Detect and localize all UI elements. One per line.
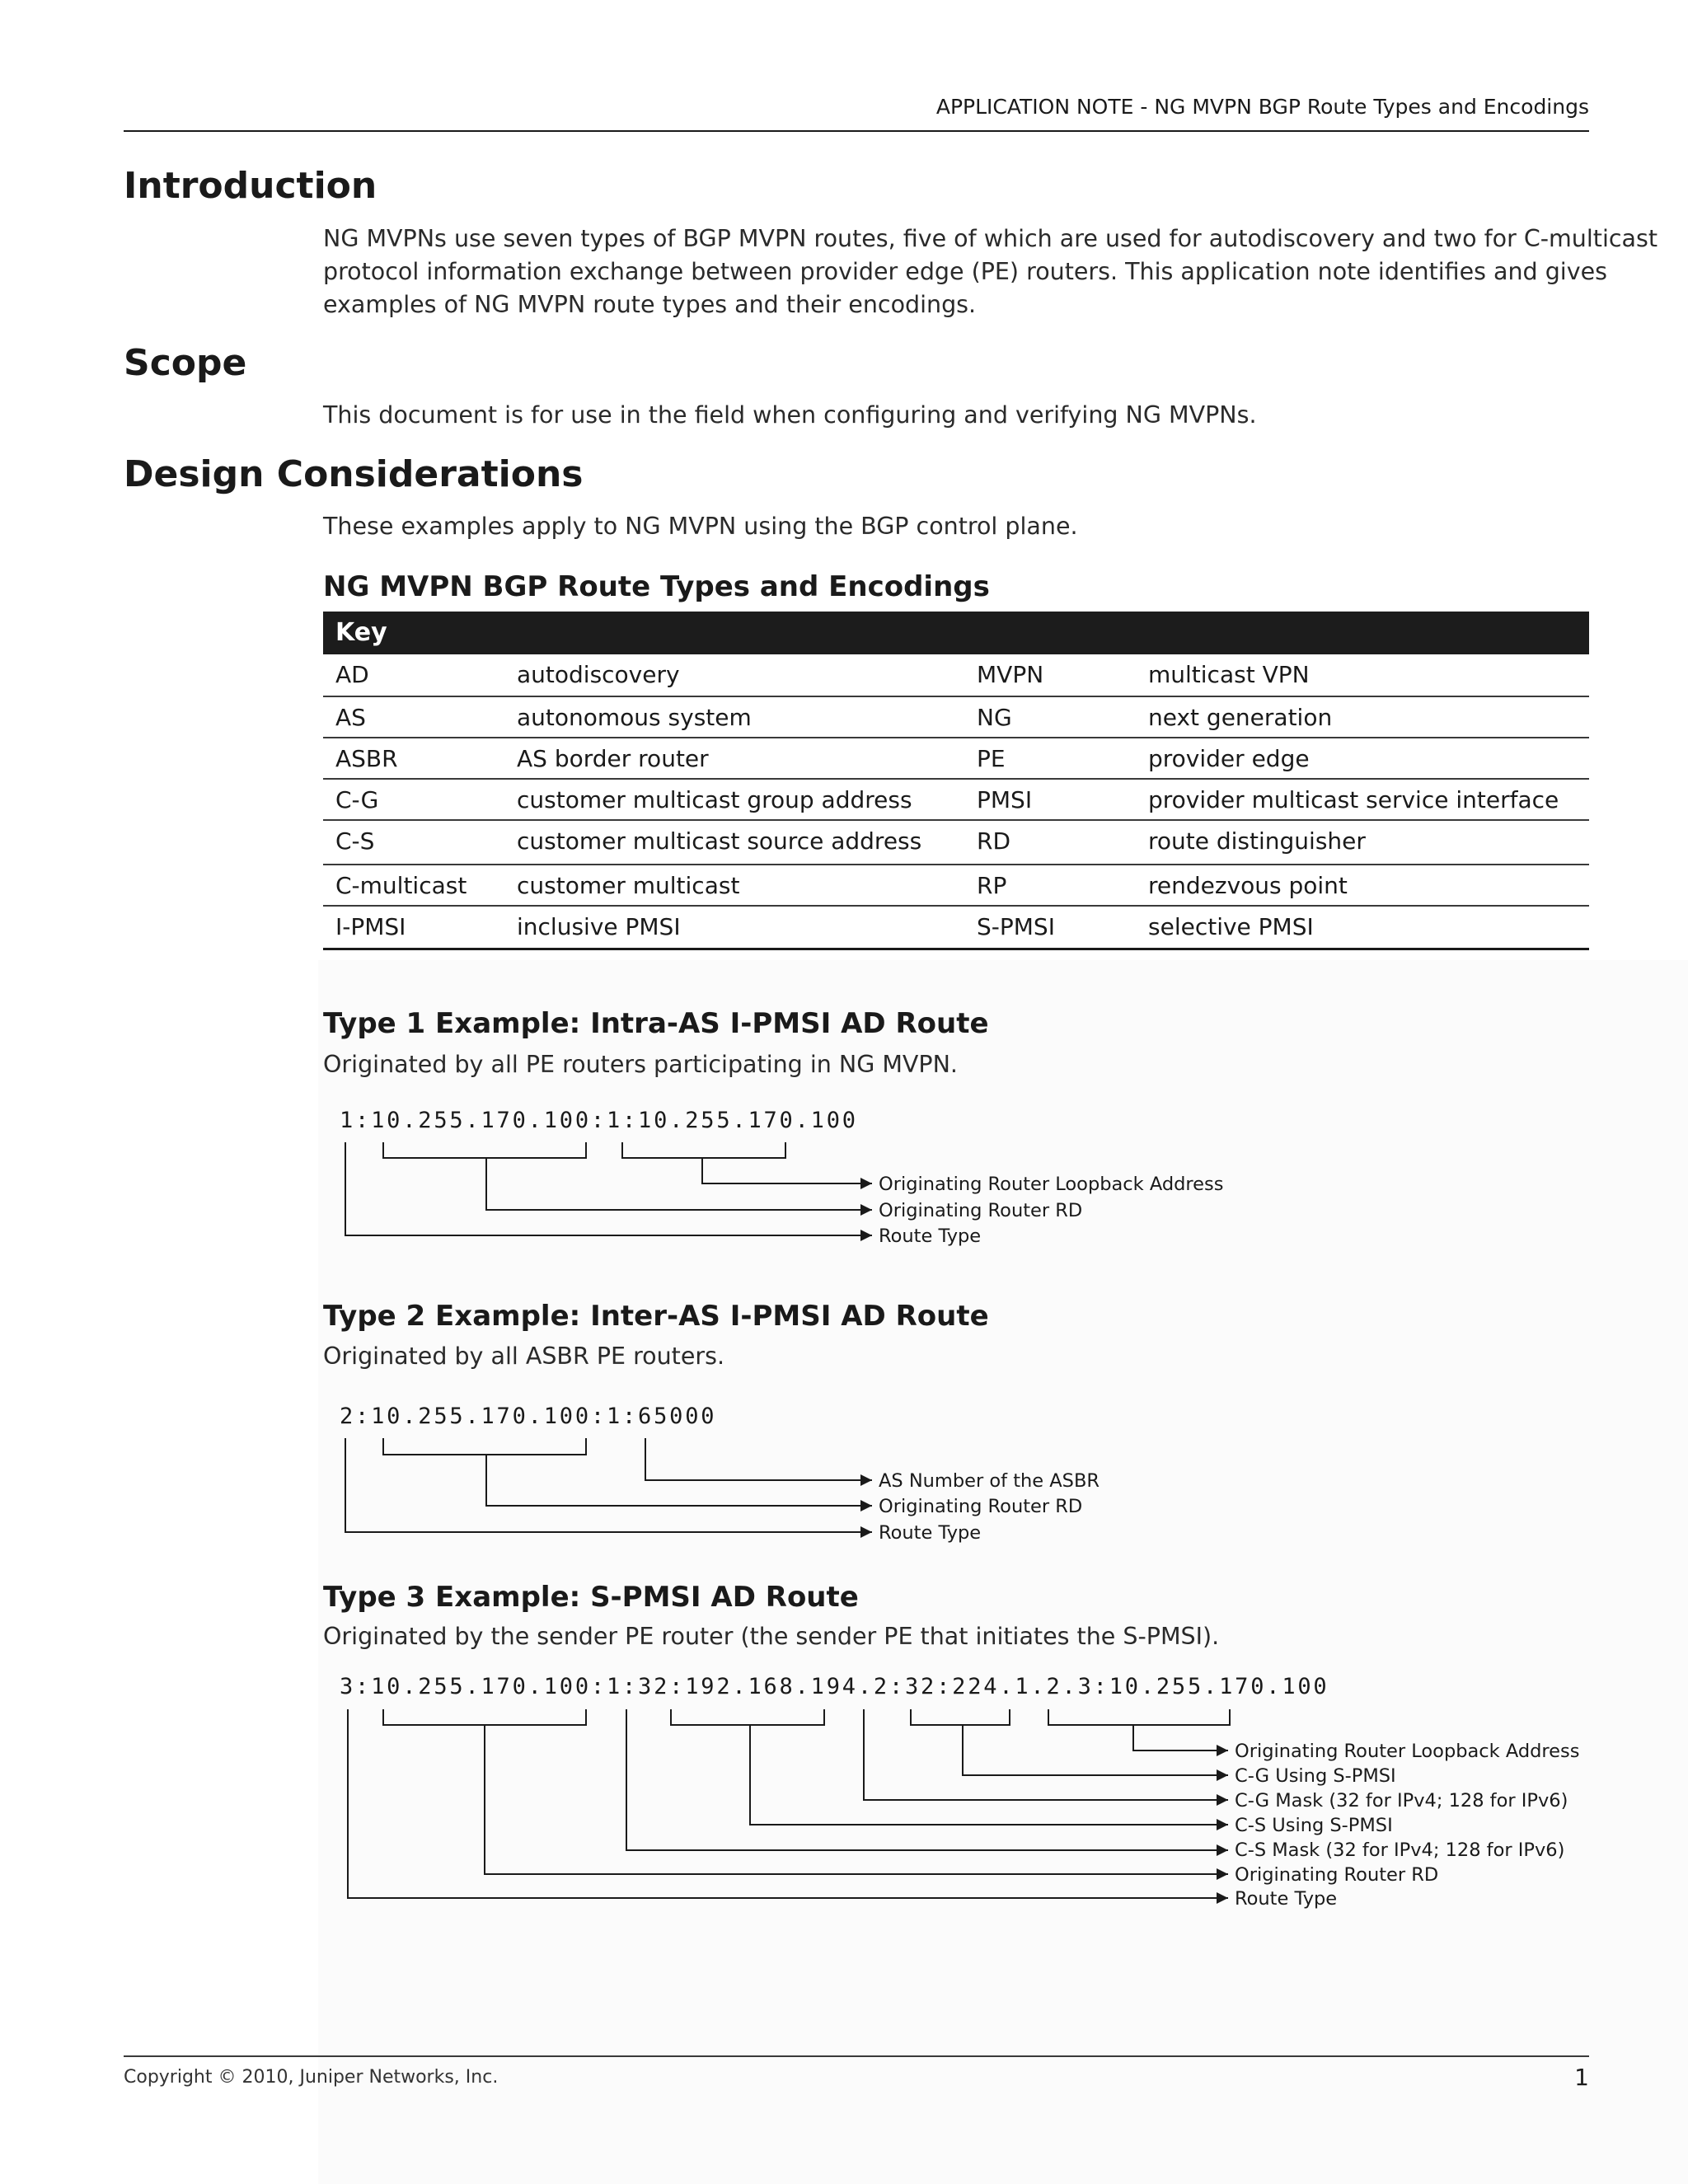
key-meaning: customer multicast group address [517,786,912,813]
key-abbr: I-PMSI [335,913,406,940]
key-abbr: C-multicast [335,872,467,899]
key-meaning: selective PMSI [1148,913,1314,940]
key-meaning: autodiscovery [517,661,680,688]
key-abbr: PE [977,745,1006,772]
key-abbr: C-S [335,827,375,855]
copyright: Copyright © 2010, Juniper Networks, Inc. [124,2067,499,2088]
key-meaning: multicast VPN [1148,661,1310,688]
type2-title: Type 2 Example: Inter-AS I-PMSI AD Route [323,1300,989,1333]
type2-diagram [345,1438,872,1532]
key-abbr: C-G [335,786,379,813]
type3-label: C-G Using S-PMSI [1235,1765,1396,1787]
scope-text: This document is for use in the field when configuring and verifying NG MVPNs. [323,401,1257,429]
footer-rule [124,2055,1589,2057]
type1-diagram [345,1142,872,1235]
key-meaning: route distinguisher [1148,827,1366,855]
type1-route: 1:10.255.170.100:1:10.255.170.100 [340,1108,858,1133]
running-head: APPLICATION NOTE - NG MVPN BGP Route Types and Encodings [935,95,1589,119]
type3-title: Type 3 Example: S-PMSI AD Route [323,1581,859,1614]
heading-introduction: Introduction [124,165,377,207]
page-number: 1 [1574,2064,1589,2091]
key-abbr: PMSI [977,786,1033,813]
heading-design-considerations: Design Considerations [124,453,584,495]
key-abbr: ASBR [335,745,398,772]
type2-subtitle: Originated by all ASBR PE routers. [323,1343,725,1370]
intro-line-1: NG MVPNs use seven types of BGP MVPN routes, five of which are used for autodiscovery and two for C-multicast [323,225,1658,252]
key-meaning: provider multicast service interface [1148,786,1559,813]
design-text: These examples apply to NG MVPN using the BGP control plane. [323,513,1078,540]
key-abbr: NG [977,704,1012,731]
key-abbr: MVPN [977,661,1044,688]
type2-label: Route Type [879,1522,982,1544]
type1-label: Originating Router Loopback Address [879,1174,1224,1195]
key-abbr: AD [335,661,369,688]
key-abbr: S-PMSI [977,913,1055,940]
intro-line-3: examples of NG MVPN route types and their encodings. [323,291,977,318]
key-label: Key [335,618,387,647]
type1-label: Originating Router RD [879,1200,1083,1221]
type3-label: C-S Using S-PMSI [1235,1815,1393,1836]
type2-label: AS Number of the ASBR [879,1470,1100,1492]
key-meaning: AS border router [517,745,709,772]
type1-title: Type 1 Example: Intra-AS I-PMSI AD Route [323,1007,989,1040]
key-abbr: AS [335,704,366,731]
key-abbr: RD [977,827,1011,855]
intro-line-2: protocol information exchange between provider edge (PE) routers. This application note identifies and gives [323,258,1607,285]
type3-label: Originating Router RD [1235,1864,1439,1886]
type2-label: Originating Router RD [879,1496,1083,1517]
type2-route: 2:10.255.170.100:1:65000 [340,1404,717,1429]
key-meaning: inclusive PMSI [517,913,681,940]
table-title: NG MVPN BGP Route Types and Encodings [323,570,990,603]
key-meaning: customer multicast source address [517,827,922,855]
type3-label: Originating Router Loopback Address [1235,1741,1580,1762]
type1-subtitle: Originated by all PE routers participating in NG MVPN. [323,1051,958,1078]
type3-diagram [348,1709,1230,1898]
key-meaning: customer multicast [517,872,740,899]
type3-label: C-S Mask (32 for IPv4; 128 for IPv6) [1235,1840,1565,1861]
key-meaning: provider edge [1148,745,1310,772]
type3-subtitle: Originated by the sender PE router (the sender PE that initiates the S-PMSI). [323,1623,1220,1650]
key-meaning: rendezvous point [1148,872,1348,899]
type3-label: Route Type [1235,1888,1338,1910]
type3-label: C-G Mask (32 for IPv4; 128 for IPv6) [1235,1790,1568,1811]
type1-label: Route Type [879,1226,982,1247]
heading-scope: Scope [124,342,247,384]
key-meaning: next generation [1148,704,1333,731]
key-meaning: autonomous system [517,704,752,731]
key-abbr: RP [977,872,1007,899]
type3-route: 3:10.255.170.100:1:32:192.168.194.2:32:224.1.2.3:10.255.170.100 [340,1674,1329,1699]
